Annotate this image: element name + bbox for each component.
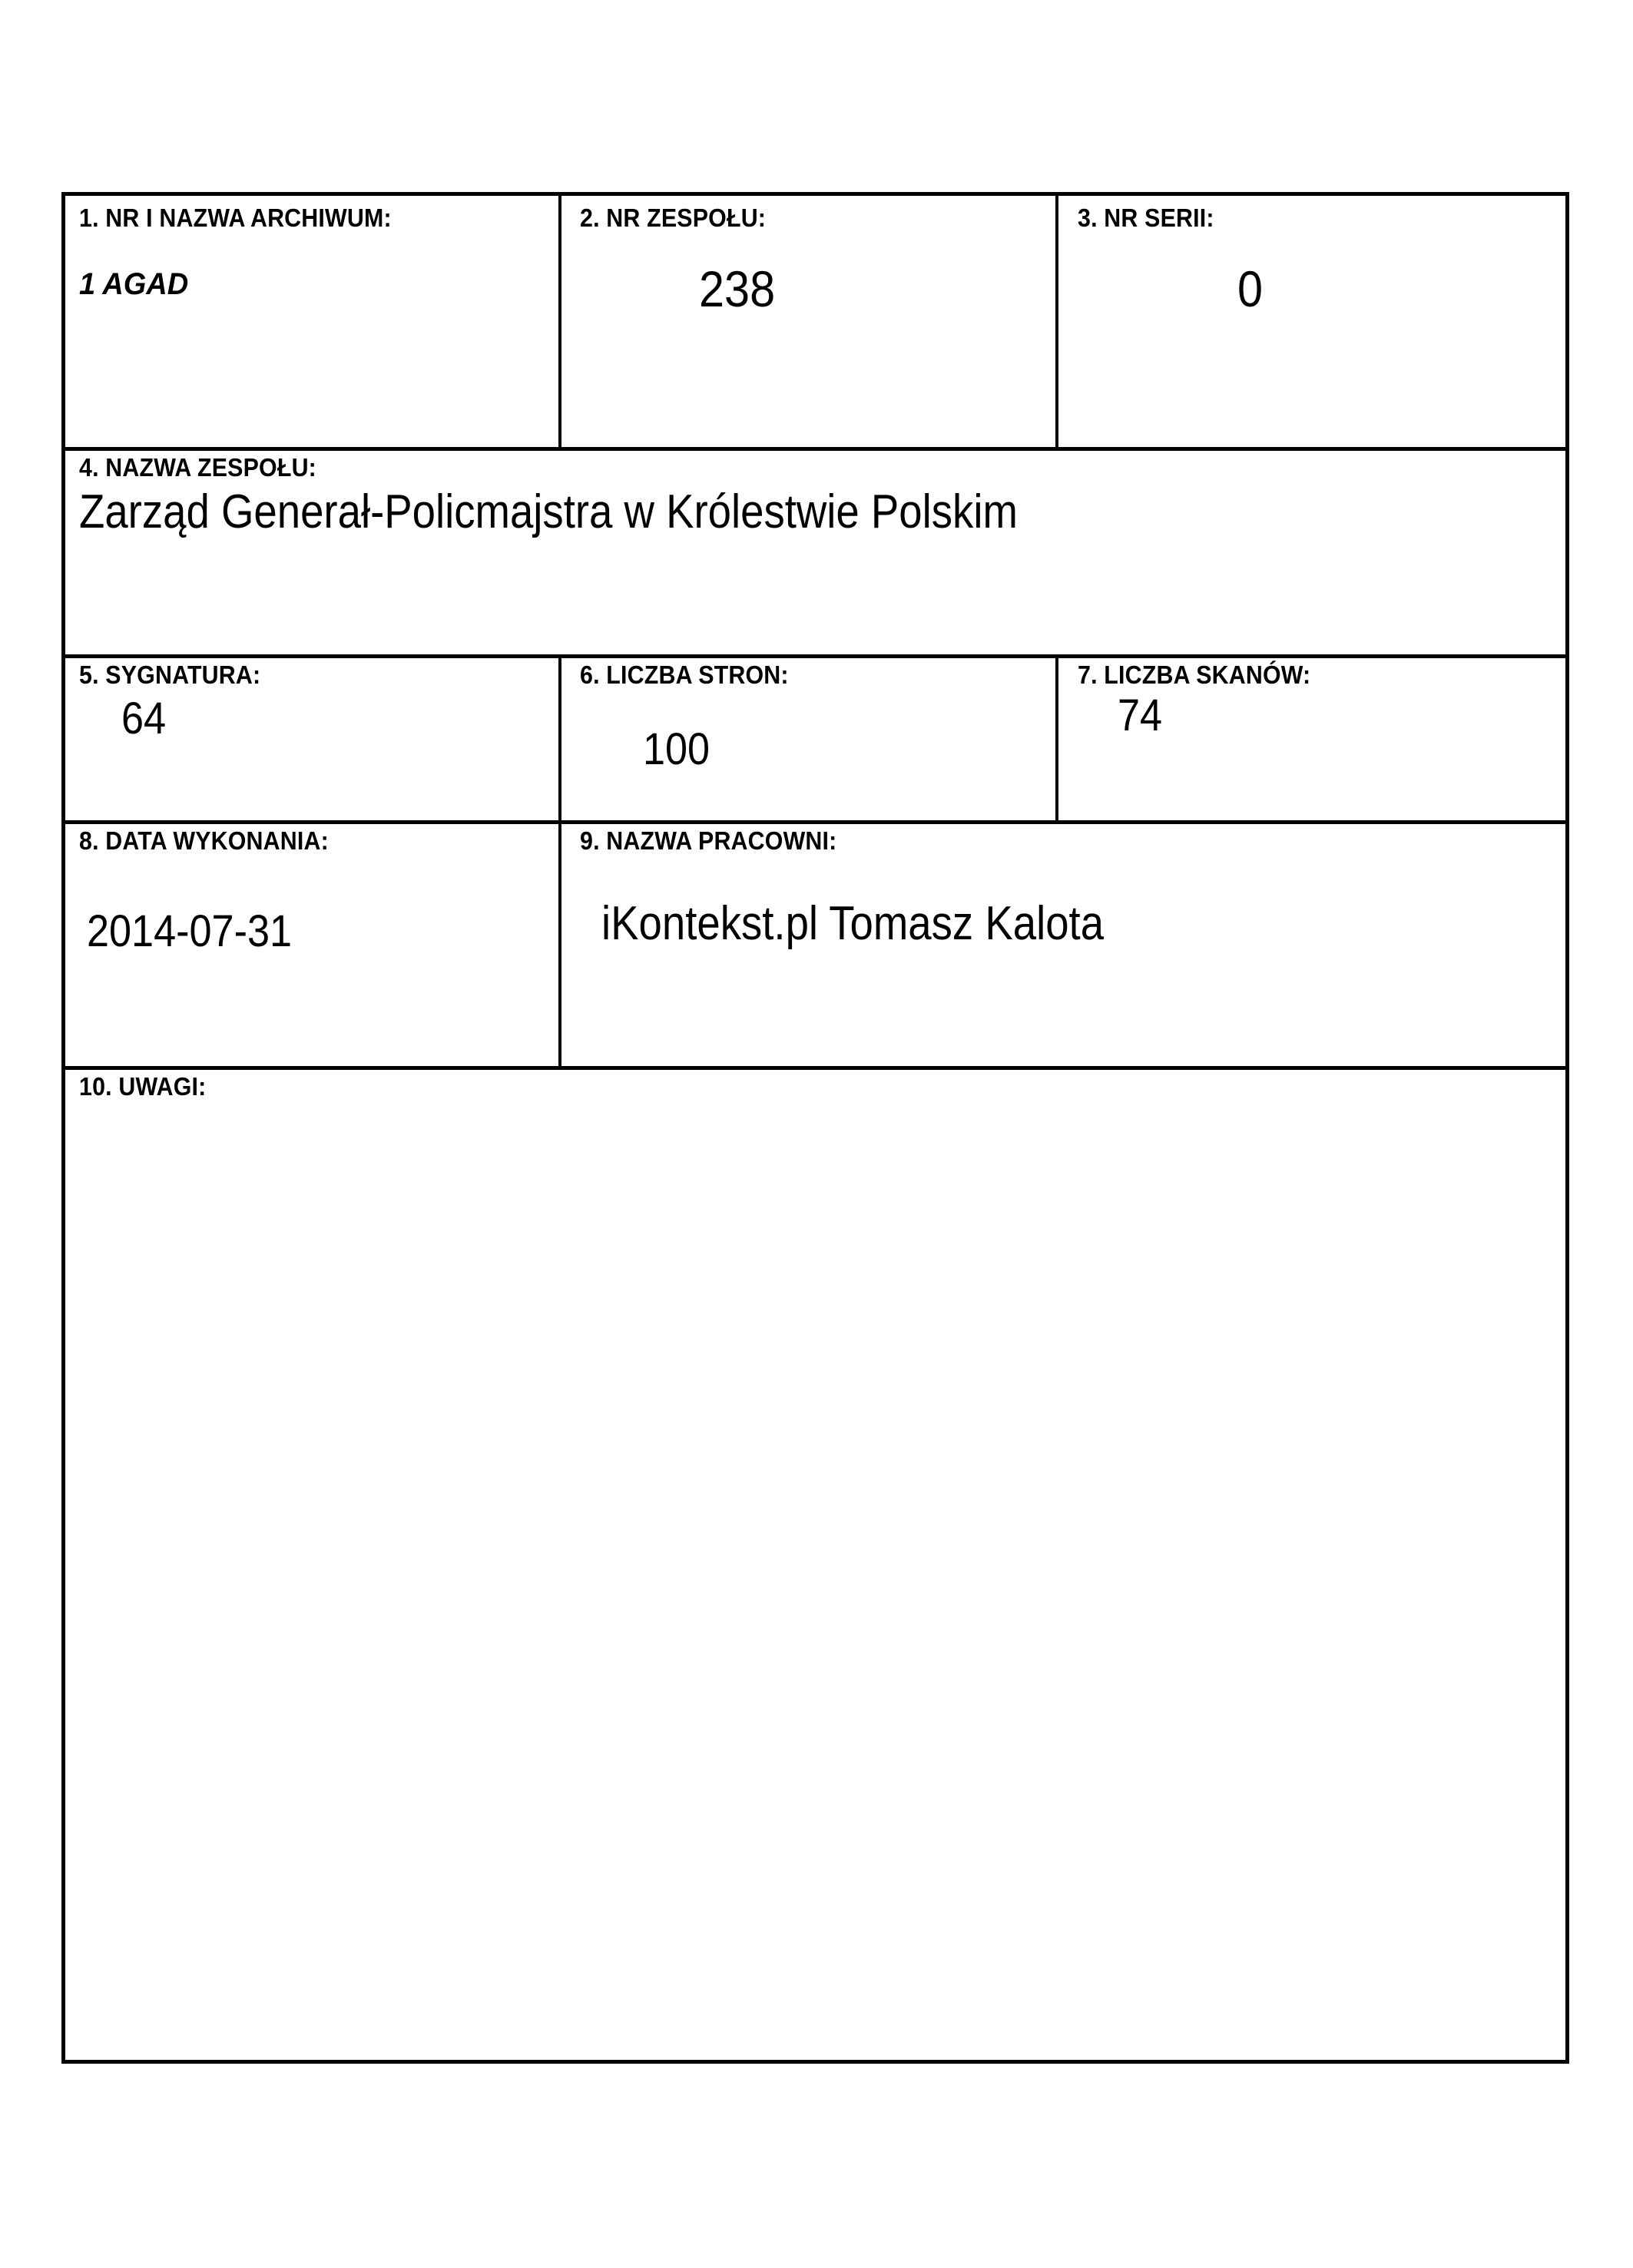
field-value-nazwa-pracowni[interactable]: iKontekst.pl Tomasz Kalota bbox=[601, 897, 1105, 950]
field-value-nazwa-zespolu[interactable]: Zarząd Generał-Policmajstra w Królestwie Polskim bbox=[79, 485, 1018, 538]
field-cell-data-wykonania bbox=[79, 828, 548, 1066]
field-cell-nazwa-zespolu bbox=[79, 455, 1539, 654]
field-label-nr-i-nazwa-archiwum: 1. NR I NAZWA ARCHIWUM: bbox=[79, 204, 392, 232]
field-cell-nr-serii bbox=[1078, 205, 1554, 447]
field-cell-nr-zespolu bbox=[580, 205, 1048, 447]
column-divider-2-row1 bbox=[1055, 196, 1058, 447]
field-value-sygnatura[interactable]: 64 bbox=[121, 694, 167, 743]
field-label-nr-zespolu: 2. NR ZESPOŁU: bbox=[580, 204, 767, 232]
field-label-uwagi: 10. UWAGI: bbox=[79, 1072, 207, 1101]
row-divider-3 bbox=[65, 820, 1565, 824]
field-label-data-wykonania: 8. DATA WYKONANIA: bbox=[79, 826, 329, 855]
field-label-liczba-stron: 6. LICZBA STRON: bbox=[580, 661, 789, 689]
column-divider-1-row3 bbox=[558, 654, 561, 820]
metadata-form-table bbox=[61, 192, 1569, 2064]
field-cell-liczba-skanow bbox=[1078, 662, 1554, 819]
column-divider-1-row1 bbox=[558, 196, 561, 447]
row-divider-1 bbox=[65, 447, 1565, 451]
field-cell-uwagi bbox=[79, 1074, 1539, 2057]
row-divider-4 bbox=[65, 1066, 1565, 1070]
field-value-nr-serii[interactable]: 0 bbox=[1237, 260, 1264, 317]
field-label-nr-serii: 3. NR SERII: bbox=[1078, 204, 1214, 232]
field-value-data-wykonania[interactable]: 2014-07-31 bbox=[87, 906, 293, 956]
field-value-nr-i-nazwa-archiwum[interactable]: 1 AGAD bbox=[79, 267, 189, 301]
field-label-sygnatura: 5. SYGNATURA: bbox=[79, 661, 261, 689]
row-divider-2 bbox=[65, 654, 1565, 658]
field-cell-sygnatura bbox=[79, 662, 548, 819]
field-cell-nazwa-pracowni bbox=[580, 828, 1540, 1066]
field-cell-liczba-stron bbox=[580, 662, 1048, 819]
column-divider-1-row4 bbox=[558, 820, 561, 1066]
field-cell-nr-i-nazwa-archiwum bbox=[79, 205, 548, 447]
field-label-nazwa-pracowni: 9. NAZWA PRACOWNI: bbox=[580, 826, 837, 855]
field-label-nazwa-zespolu: 4. NAZWA ZESPOŁU: bbox=[79, 453, 316, 482]
field-value-liczba-stron[interactable]: 100 bbox=[643, 724, 711, 774]
field-value-nr-zespolu[interactable]: 238 bbox=[699, 260, 776, 317]
column-divider-2-row3 bbox=[1055, 654, 1058, 820]
field-label-liczba-skanow: 7. LICZBA SKANÓW: bbox=[1078, 661, 1311, 689]
field-value-liczba-skanow[interactable]: 74 bbox=[1118, 690, 1163, 740]
